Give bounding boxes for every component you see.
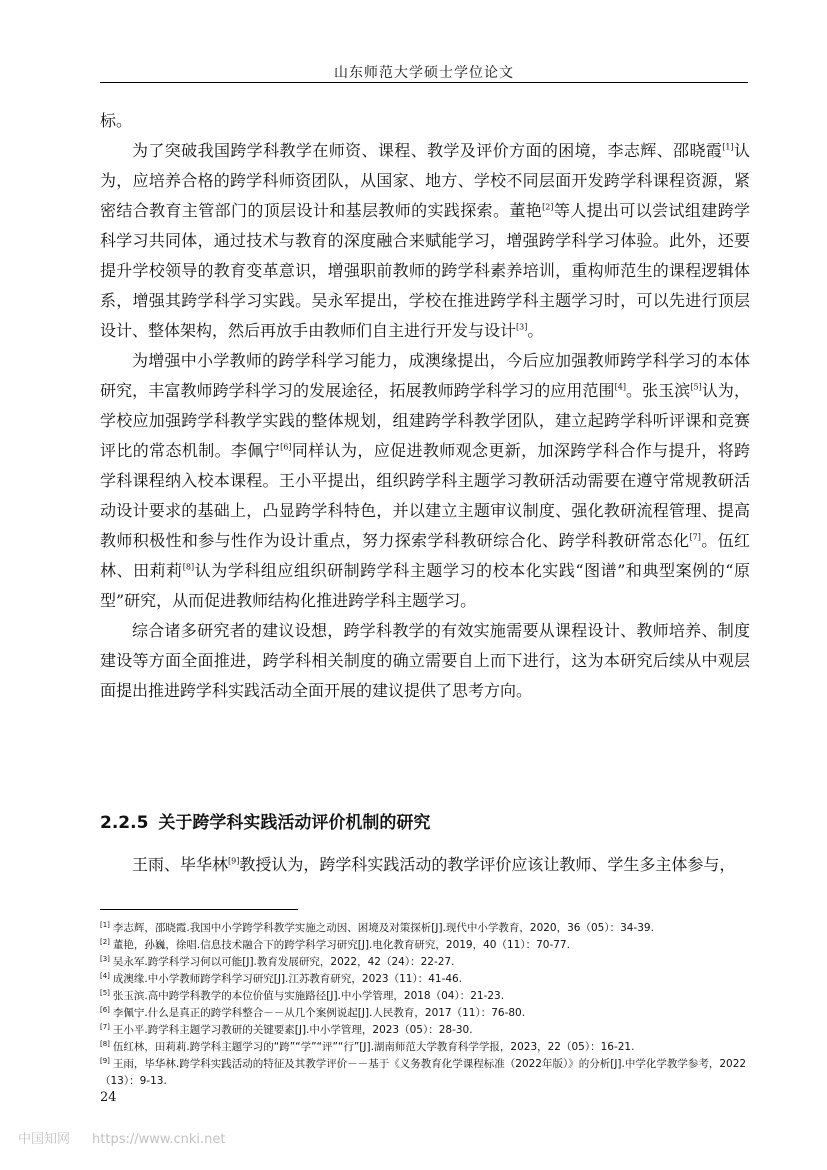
footnote-text: 李志辉，邵晓霞.我国中小学跨学科教学实施之动因、困境及对策探析[J].现代中小学教育，2020，36（05）：34-39. [112,922,654,934]
footnote-item [100,1022,750,1039]
section-number: 2.2.5 [100,813,149,833]
footnote-text: 李佩宁.什么是真正的跨学科整合－－从几个案例说起[J].人民教育，2017（11）：76-80. [112,1007,526,1019]
footnote-item [100,1039,750,1056]
header-rule [100,82,748,83]
footnote-text: 成澳缘.中小学教师跨学科学习研究[J].江苏教育研究，2023（11）：41-46. [112,973,463,985]
page-number: 24 [100,1090,117,1105]
footnotes [100,920,750,1090]
text-run: 标。 [100,111,133,130]
section-heading [100,808,430,833]
footnote-mark: [1] [100,920,110,929]
body-text [100,106,750,706]
footnote-text: 张玉滨.高中跨学科教学的本位价值与实施路径[J].中小学管理，2018（04）：21-23. [112,990,505,1002]
text-run: 认为学科组应组织研制跨学科主题学习的校本化实践“图谱”和典型案例的“原型”研究，从而促进教师结构化推进跨学科主题学习。 [100,561,750,610]
text-run: 。伍红林、田莉莉 [100,531,750,580]
footnote-text: 王小平.跨学科主题学习教研的关键要素[J].中小学管理，2023（05）：28-30. [112,1024,473,1036]
footnote-mark: [2] [100,937,110,946]
footnote-item [100,954,750,971]
text-run: 等人提出可以尝试组建跨学科学习共同体，通过技术与教育的深度融合来赋能学习，增强跨学科学习体验。此外，还要提升学校领导的教育变革意识，增强职前教师的跨学科素养培训，重构师范生的课程逻辑体系，增强其跨学科学习实践。吴永军提出，学校在推进跨学科主题学习时，可以先进行顶层设计、整体架构，然后再放手由教师们自主进行开发与设计 [100,201,750,340]
footnote-item [100,920,750,937]
citation-ref: [1] [722,142,734,152]
watermark-url: https://www.cnki.net [92,1132,226,1147]
footnote-mark: [9] [100,1056,110,1065]
text-run: 。张玉滨 [625,381,691,400]
paragraph [100,616,750,706]
citation-ref: [6] [280,442,292,452]
footnote-mark: [6] [100,1005,110,1014]
citation-ref: [9] [228,856,240,866]
footnote-item [100,937,750,954]
footnote-mark: [3] [100,954,110,963]
text-run: 教授认为，跨学科实践活动的教学评价应该让教师、学生多主体参与， [239,855,736,874]
footnote-item [100,1005,750,1022]
footnote-mark: [4] [100,971,110,980]
cnki-watermark [18,1128,225,1147]
footnote-text: 伍红林，田莉莉.跨学科主题学习的“跨”“学”“评”“行”[J].湖南师范大学教育科学学报，2023，22（05）：16-21. [112,1041,635,1053]
footnote-mark: [7] [100,1022,110,1031]
footnote-mark: [5] [100,988,110,997]
text-run: 为增强中小学教师的跨学科学习能力，成澳缘提出，今后应加强教师跨学科学习的本体研究，丰富教师跨学科学习的发展途径，拓展教师跨学科学习的应用范围 [100,351,750,400]
text-run: 同样认为，应促进教师观念更新，加深跨学科合作与提升，将跨学科课程纳入校本课程。王小平提出，组织跨学科主题学习教研活动需要在遵守常规教研活动设计要求的基础上，凸显跨学科特色，并以建立主题审议制度、强化教研流程管理、提高教师积极性和参与性作为设计重点，努力探索学科教研综合化、跨学科教研常态化 [100,441,750,550]
body-text-continued [100,850,750,880]
paragraph [100,136,750,346]
footnote-text: 吴永军.跨学科学习何以可能[J].教育发展研究，2022，42（24）：22-27. [112,956,455,968]
footnote-mark: [8] [100,1039,110,1048]
citation-ref: [2] [542,202,554,212]
citation-ref: [3] [516,322,528,332]
paragraph [100,850,750,880]
paragraph [100,106,750,136]
section-title: 关于跨学科实践活动评价机制的研究 [158,813,431,833]
text-run: 认为，学校应加强跨学科教学实践的整体规划，组建跨学科教学团队，建立起跨学科听评课和竞赛评比的常态机制。李佩宁 [100,381,750,460]
text-run: 为了突破我国跨学科教学在师资、课程、教学及评价方面的困境，李志辉、邵晓霞 [132,141,723,160]
citation-ref: [8] [182,562,195,572]
footnote-item [100,971,750,988]
footnote-text: 董艳，孙巍，徐唱.信息技术融合下的跨学科学习研究[J].电化教育研究，2019，40（11）：70-77. [112,939,570,951]
footnote-text: 王雨，毕华林.跨学科实践活动的特征及其教学评价－－基于《义务教育化学课程标准（2022年版）》的分析[J].中学化学教学参考，2022（13）：9-13. [100,1058,747,1087]
text-run: 认为，应培养合格的跨学科师资团队，从国家、地方、学校不同层面开发跨学科课程资源，紧密结合教育主管部门的顶层设计和基层教师的实践探索。董艳 [100,141,750,220]
watermark-brand: 中国知网 [18,1132,71,1147]
footnote-item [100,1056,750,1090]
text-run: 王雨、毕华林 [132,855,229,874]
text-run: 。 [527,321,544,340]
paragraph [100,346,750,616]
citation-ref: [4] [614,382,626,392]
running-header: 山东师范大学硕士学位论文 [334,65,514,81]
citation-ref: [5] [690,382,702,392]
text-run: 综合诸多研究者的建议设想，跨学科教学的有效实施需要从课程设计、教师培养、制度建设等方面全面推进，跨学科相关制度的确立需要自上而下进行，这为本研究后续从中观层面提出推进跨学科实践活动全面开展的建议提供了思考方向。 [100,621,750,700]
citation-ref: [7] [689,532,701,542]
footnote-rule [100,909,298,910]
footnote-item [100,988,750,1005]
